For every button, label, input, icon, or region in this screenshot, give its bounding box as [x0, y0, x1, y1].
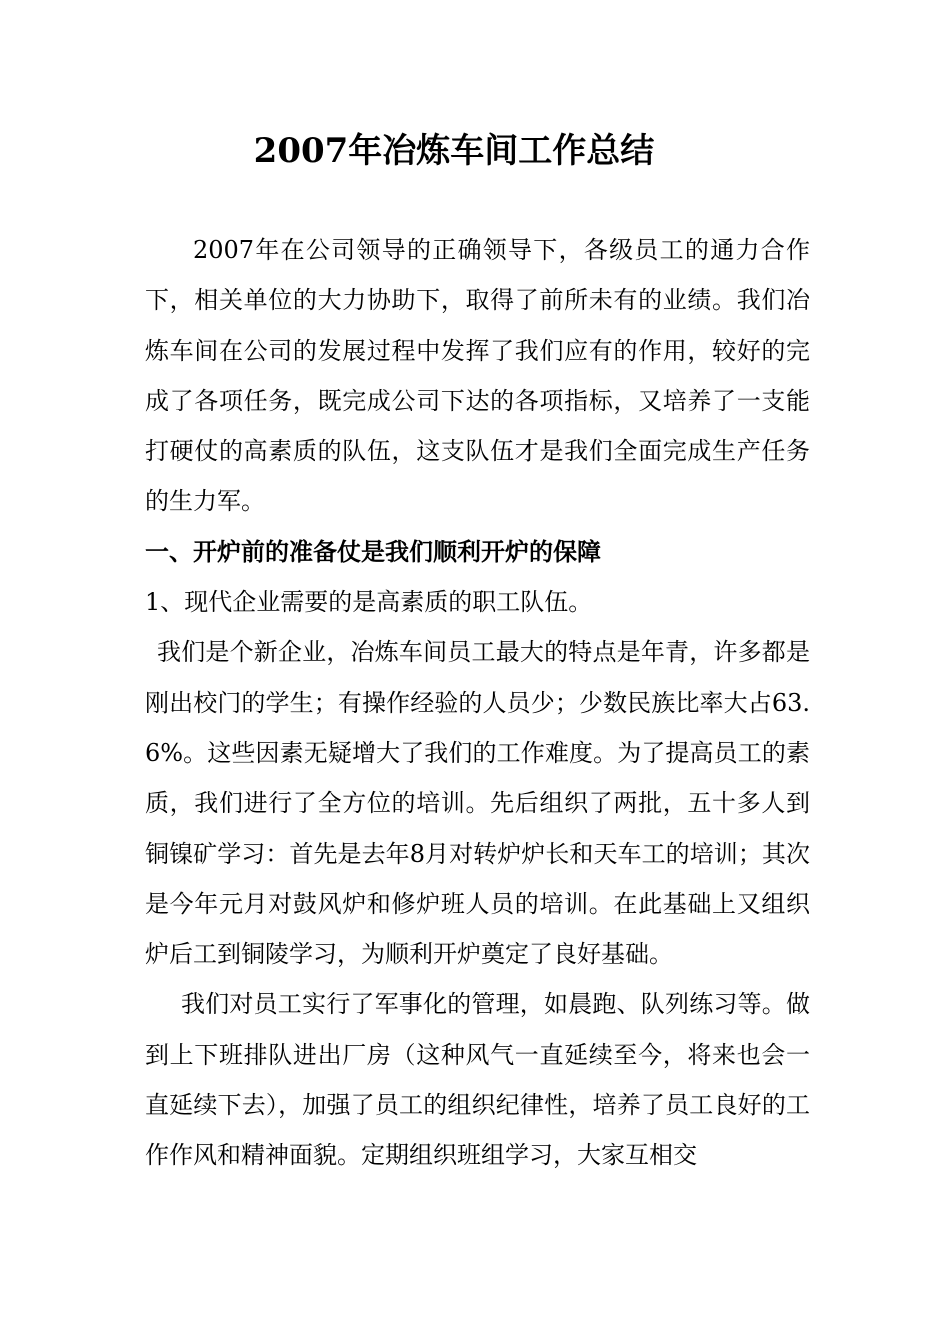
- document-title: 2007年冶炼车间工作总结: [253, 131, 655, 171]
- paragraph-training: 我们是个新企业，冶炼车间员工最大的特点是年青，许多都是刚出校门的学生；有操作经验的人员少；少数民族比率大占63.6%。这些因素无疑增大了我们的工作难度。为了提高员工的素质，我们进行了全方位的培训。先后组织了两批，五十多人到铜镍矿学习：首先是去年8月对转炉炉长和天车工的培训；其次是今年元月对鼓风炉和修炉班人员的培训。在此基础上又组织炉后工到铜陵学习，为顺利开炉奠定了良好基础。: [145, 638, 810, 969]
- subsection-heading: 1、现代企业需要的是高素质的职工队伍。: [145, 588, 593, 617]
- paragraph-management: 我们对员工实行了军事化的管理，如晨跑、队列练习等。做到上下班排队进出厂房（这种风气一直延续至今，将来也会一直延续下去），加强了员工的组织纪律性，培养了员工良好的工作作风和精神面貌。定期组织班组学习，大家互相交: [145, 990, 810, 1170]
- section-heading: 一、开炉前的准备仗是我们顺利开炉的保障: [145, 536, 601, 566]
- document-body: [145, 225, 810, 1181]
- paragraph-intro: 2007年在公司领导的正确领导下，各级员工的通力合作下，相关单位的大力协助下，取得了前所未有的业绩。我们冶炼车间在公司的发展过程中发挥了我们应有的作用，较好的完成了各项任务，既完成公司下达的各项指标，又培养了一支能打硬仗的高素质的队伍，这支队伍才是我们全面完成生产任务的生力军。: [145, 236, 810, 516]
